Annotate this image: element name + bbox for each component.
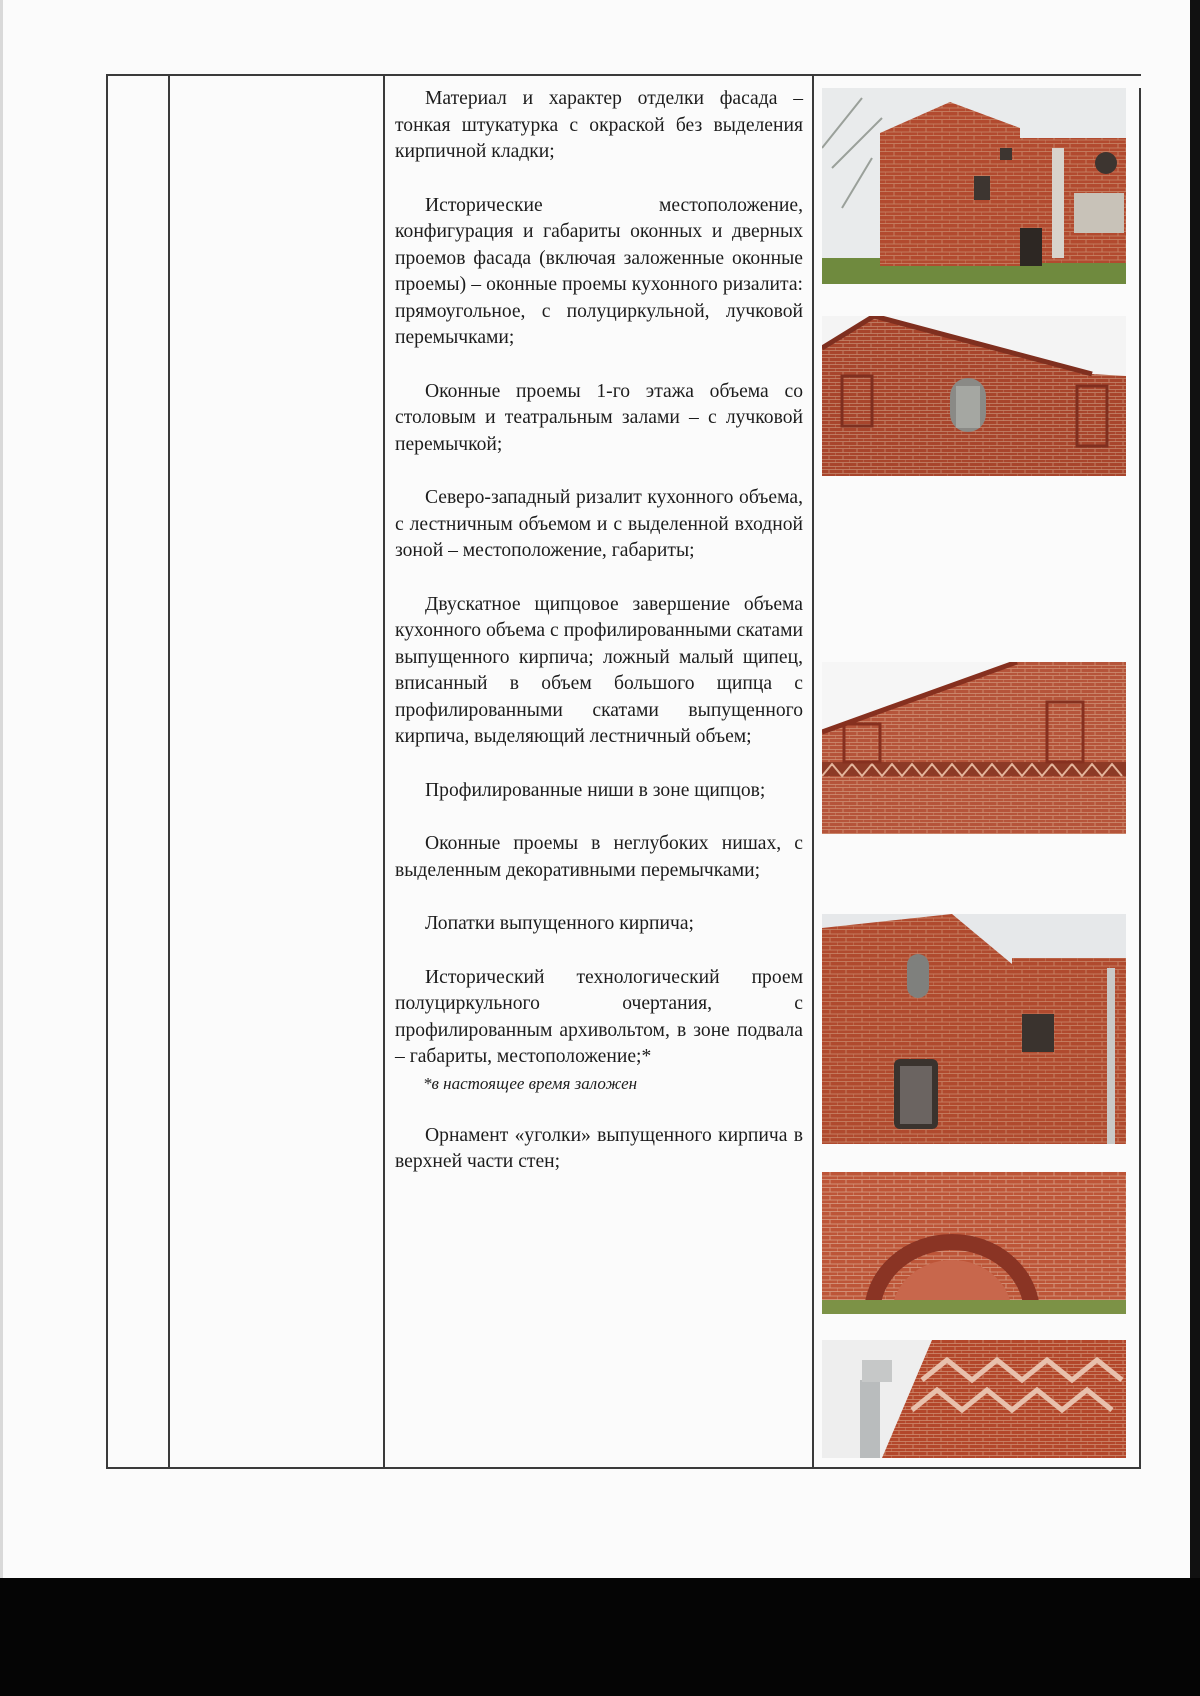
feature-paragraph: Профилированные ниши в зоне щипцов; bbox=[425, 779, 766, 801]
table-right-border bbox=[1139, 88, 1141, 1469]
feature-paragraph: Исторический технологический проем полуциркульного очертания, с профилированным архивольтом, в зоне подвала – габариты, местоположение;* bbox=[395, 966, 803, 1067]
photo-corner-ornament bbox=[822, 1340, 1126, 1458]
photo-gable-window bbox=[822, 316, 1126, 476]
feature-paragraph: Орнамент «уголки» выпущенного кирпича в верхней части стен; bbox=[395, 1124, 803, 1172]
features-text-column bbox=[395, 86, 803, 1176]
feature-paragraph: Материал и характер отделки фасада – тонкая штукатурка с окраской без выделения кирпичной кладки; bbox=[395, 88, 803, 162]
feature-paragraph: Лопатки выпущенного кирпича; bbox=[425, 913, 695, 934]
table-bottom-border bbox=[106, 1467, 1141, 1469]
photo-building-facade bbox=[822, 88, 1126, 284]
feature-paragraph: Оконные проемы 1-го этажа объема со столовым и театральным залами – с лучковой перемычкой; bbox=[395, 380, 803, 455]
photo-basement-arch bbox=[822, 1172, 1126, 1314]
column-divider-3 bbox=[812, 74, 814, 1469]
scan-left-edge bbox=[0, 0, 3, 1580]
feature-paragraph: Оконные проемы в неглубоких нишах, с выделенным декоративными перемычками; bbox=[395, 833, 803, 881]
footnote: *в настоящее время заложен bbox=[423, 1073, 638, 1093]
feature-paragraph: Исторические местоположение, конфигурация и габариты оконных и дверных проемов фасада (включая заложенные оконные проемы) – оконные проемы кухонного ризалита: прямоугольное, с полуциркульной, лучковой перемычками; bbox=[395, 194, 803, 348]
feature-paragraph: Двускатное щипцовое завершение объема кухонного объема с профилированными скатами выпущенного кирпича; ложный малый щипец, вписанный в объем большого щипца с профилированными скатами выпущенного кирпича, выделяющий лестничный объем; bbox=[395, 593, 803, 747]
feature-paragraph: Северо-западный ризалит кухонного объема, с лестничным объемом и с выделенной входной зоной – местоположение, габариты; bbox=[395, 487, 803, 561]
scan-right-edge bbox=[1190, 0, 1200, 1580]
table-left-border bbox=[106, 74, 108, 1469]
photo-gable-ornament bbox=[822, 662, 1126, 834]
column-divider-1 bbox=[168, 74, 170, 1469]
scan-bottom-shadow bbox=[0, 1578, 1200, 1696]
table-top-border bbox=[106, 74, 1141, 76]
column-divider-2 bbox=[383, 74, 385, 1469]
photo-windows-niches bbox=[822, 914, 1126, 1144]
